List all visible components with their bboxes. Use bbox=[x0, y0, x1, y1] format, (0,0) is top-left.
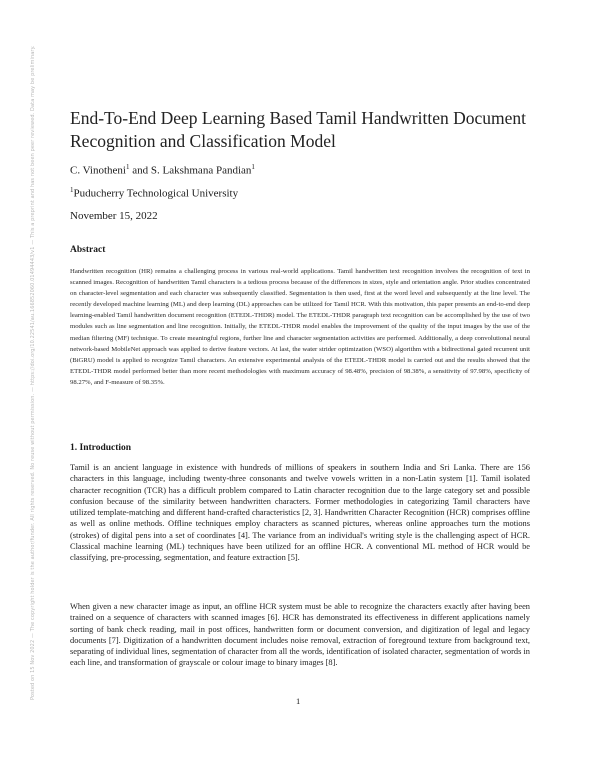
author-name: C. Vinotheni bbox=[70, 164, 126, 177]
body-paragraph: When given a new character image as input, an offline HCR system must be able to recognize the characters exactly after having been trained on a sequence of characters with scanned images [6]. HCR has demonstrated its effectiveness in different applications namely sorting of bank check reading, mail in post offices, handwritten form or document conversion, and digitization of legal and legacy documents [7]. Digitization of a handwritten document includes noise removal, extraction of foreground texture from background text, separating of individual lines, segmentation of character from all the words, identification of isolated character, segmentation of words in each line, and transformation of grayscale or colour image to binary images [8]. bbox=[70, 602, 530, 668]
paper-title: End-To-End Deep Learning Based Tamil Handwritten Document Recognition and Classification Model bbox=[70, 108, 526, 151]
abstract-heading: Abstract bbox=[70, 245, 106, 255]
publication-date: November 15, 2022 bbox=[70, 210, 158, 222]
author-joiner: and bbox=[129, 164, 151, 177]
body-paragraph: Tamil is an ancient language in existence with hundreds of millions of speakers in southern India and Sri Lanka. There are 156 characters in this language, including twenty-three consonants and twelve vowels written in a non-Latin system [1]. Tamil isolated character recognition (TCR) has a difficult problem compared to Latin character recognition due to the large category set and possible confusion because of the similarity between handwritten characters. Former methodologies in categorizing Tamil characters have utilized template-matching and different hand-crafted characteristics [2, 3]. Handwritten Character Recognition (HCR) comprises offline as well as online methods. Offline techniques employ characters as scanned pictures, whereas online approaches turn the motions (strokes) of digital pens into a set of coordinates [4]. The variance from an individual's writing style is the challenging aspect of HCR. Classical machine learning (ML) techniques have been utilized for an offline HCR. A conventional ML method of HCR would be classifying, pre-processing, segmentation, and feature extraction [5]. bbox=[70, 463, 530, 563]
affiliation bbox=[70, 183, 238, 201]
affiliation-marker: 1 bbox=[70, 186, 74, 194]
section-heading-introduction: 1. Introduction bbox=[70, 443, 132, 453]
affiliation-marker: 1 bbox=[251, 163, 255, 171]
abstract-text: Handwritten recognition (HR) remains a challenging process in various real-world applications. Tamil handwritten text recognition involves the recognition of text in scanned images. Recognition of handwritten Tamil characters is a tedious process because of the differences in sizes, style and orientation angle. Prior studies concentrated on character-level segmentation and each character was subsequently classified. Segmentation is then used, first at the word level and subsequently at the line level. The recently developed machine learning (ML) and deep learning (DL) approaches can be utilized for Tamil HCR. With this motivation, this paper presents an end-to-end deep learning-enabled Tamil handwritten document recognition (ETEDL-THDR) model. The ETEDL-THDR paragraph text recognition can be accomplished by the use of two modules such as line segmentation and line recognition. Initially, the ETEDL-THDR model enables the improvement of the quality of the input images by the use of the median filtering (MF) technique. To create meaningful regions, further line and character segmentation activities are performed. Additionally, a deep convolutional neural network-based MobileNet approach was applied to derive feature vectors. At last, the water strider optimization (WSO) algorithm with a bidirectional gated recurrent unit (BiGRU) model is applied to recognize Tamil characters. An extensive experimental analysis of the ETEDL-THDR model is carried out and the results showed that the ETEDL-THDR model performed better than more recent methodologies with maximum accuracy of 98.48%, precision of 98.38%, a sensitivity of 97.98%, specificity of 98.27%, and F-measure of 98.35%. bbox=[70, 268, 530, 386]
page-number: 1 bbox=[296, 696, 301, 706]
affiliation-marker: 1 bbox=[125, 163, 130, 171]
author-name: S. Lakshmana Pandian bbox=[150, 164, 252, 177]
preprint-margin-stamp: Posted on 15 Nov 2022 — The copyright holder is the author/funder. All rights reserved. No reuse without permission. — https://doi.org/10.22541/au.166852060.01494443/v1 — This a preprint and has not been peer reviewed. Data may be preliminary. bbox=[30, 45, 36, 700]
author-list bbox=[70, 160, 255, 178]
affiliation-name: Puducherry Technological University bbox=[73, 187, 239, 200]
